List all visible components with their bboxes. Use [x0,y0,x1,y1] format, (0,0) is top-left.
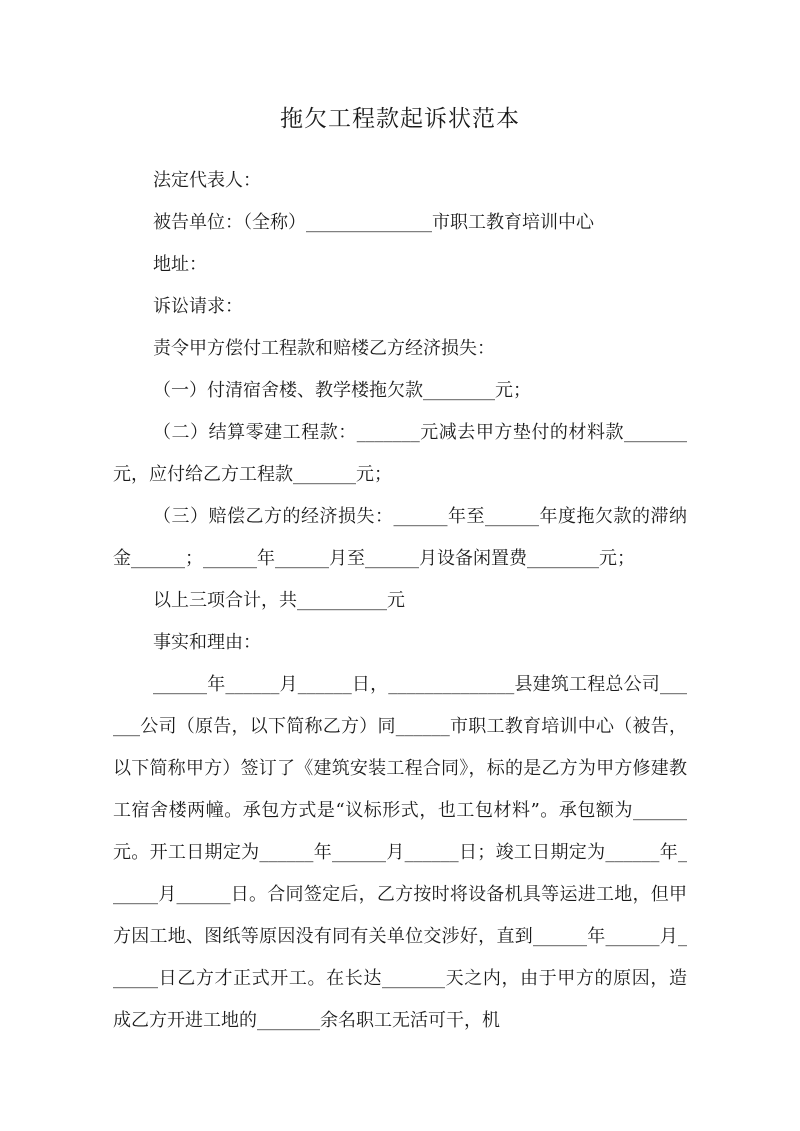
paragraph-total: 以上三项合计，共__________元 [153,590,405,611]
paragraph-address: 地址： [153,254,207,275]
paragraph-claim-1: （一）付清宿舍楼、教学楼拖欠款________元； [153,380,531,401]
document-title: 拖欠工程款起诉状范本 [280,106,520,132]
paragraph-claim-2: （二）结算零建工程款：_______元减去甲方垫付的材料款_______元，应付给乙方工程款_______元； [113,422,687,485]
paragraph-legal-representative: 法定代表人： [153,170,261,191]
paragraph-claims-intro: 责令甲方偿付工程款和赔楼乙方经济损失： [153,338,495,359]
paragraph-defendant-unit: 被告单位：（全称）______________市职工教育培训中心 [153,212,594,233]
paragraph-claims-heading: 诉讼请求： [153,296,243,317]
document-body [113,160,687,1042]
paragraph-claim-3: （三）赔偿乙方的经济损失：______年至______年度拖欠款的滞纳金______；______年______月至______月设备闲置费________元； [113,506,687,569]
paragraph-facts-heading: 事实和理由： [153,632,261,653]
paragraph-facts-body: ______年______月______日，______________县建筑工程总公司______公司（原告，以下简称乙方）同______市职工教育培训中心（被告，以下简称甲方）签订了《建筑安装工程合同》，标的是乙方为甲方修建教工宿舍楼两幢。承包方式是“议标形式，也工包材料”。承包额为______元。开工日期定为______年______月______日；竣工日期定为______年______月______日。合同签定后，乙方按时将设备机具等运进工地，但甲方因工地、图纸等原因没有同有关单位交涉好，直到______年______月______日乙方才正式开工。在长达_______天之内，由于甲方的原因，造成乙方开进工地的_______余名职工无活可干，机 [113,674,687,1031]
